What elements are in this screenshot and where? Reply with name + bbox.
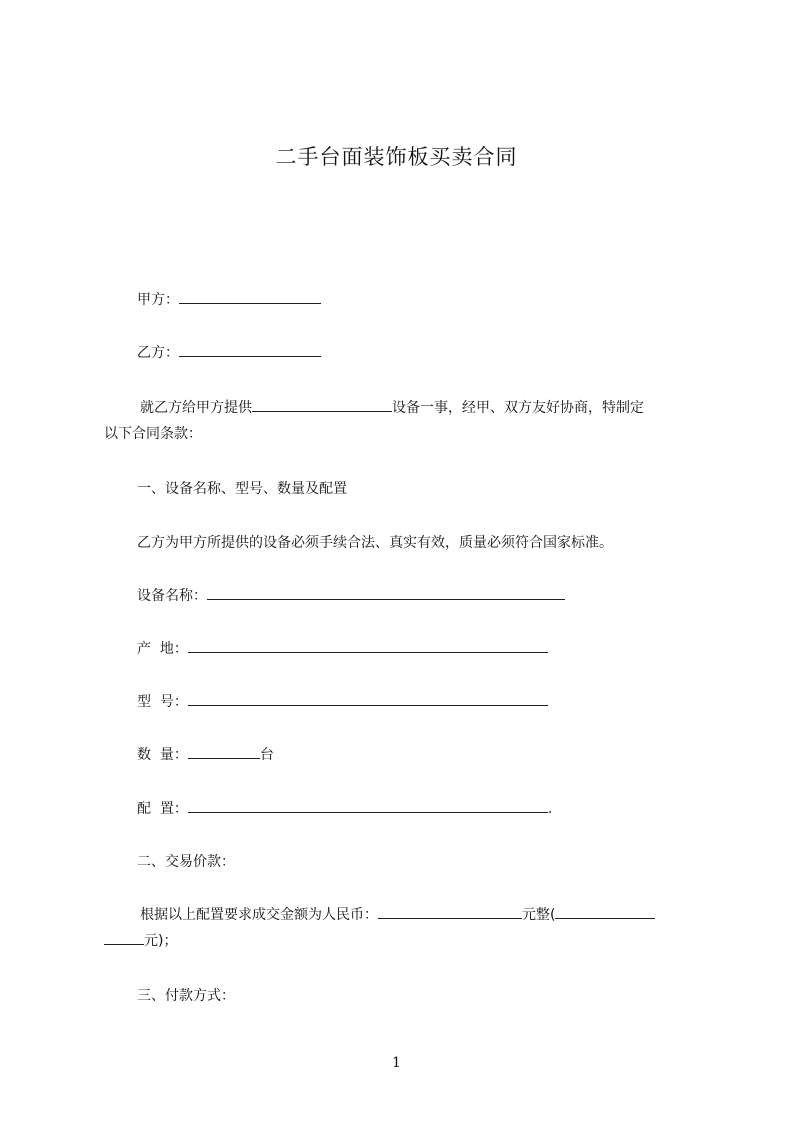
model-label: 型 号： (137, 694, 188, 710)
price-amount-blank (378, 904, 522, 919)
quantity-unit: 台 (259, 747, 274, 763)
party-a-line (137, 289, 321, 311)
section-1-statement: 乙方为甲方所提供的设备必须手续合法、真实有效，质量必须符合国家标准。 (137, 535, 613, 551)
equipment-blank (252, 397, 392, 412)
price-figure-blank-cont (104, 930, 144, 945)
party-b-line (137, 342, 321, 364)
section-3-heading: 三、付款方式： (137, 988, 235, 1004)
price-figure-blank (555, 904, 655, 919)
quantity-label: 数 量： (137, 747, 188, 763)
quantity-line (137, 744, 274, 766)
config-end: . (547, 801, 553, 817)
party-a-blank (179, 289, 321, 304)
model-blank (188, 691, 548, 706)
config-line (137, 798, 552, 820)
price-line-1 (140, 904, 655, 926)
model-line (137, 691, 548, 713)
origin-blank (188, 638, 548, 653)
origin-line (137, 638, 548, 660)
party-b-label: 乙方： (137, 345, 179, 361)
equipment-name-label: 设备名称： (137, 588, 207, 604)
intro-line-2: 以下合同条款： (104, 426, 202, 442)
party-b-blank (179, 342, 321, 357)
quantity-blank (188, 744, 260, 759)
origin-label: 产 地： (137, 641, 188, 657)
price-line-2 (104, 930, 177, 952)
equipment-name-line (137, 585, 565, 607)
intro-text-2: 设备一事，经甲、双方友好协商，特制定 (392, 400, 644, 416)
page-number: 1 (392, 1055, 401, 1071)
config-blank (188, 798, 548, 813)
intro-text-1: 就乙方给甲方提供 (140, 400, 252, 416)
section-1-heading: 一、设备名称、型号、数量及配置 (137, 481, 347, 497)
party-a-label: 甲方： (137, 292, 179, 308)
price-text-2: 元整( (522, 907, 556, 923)
price-text-1: 根据以上配置要求成交金额为人民币： (140, 907, 378, 923)
document-title: 二手台面装饰板买卖合同 (275, 145, 518, 169)
equipment-name-blank (207, 585, 565, 600)
section-2-heading: 二、交易价款： (137, 854, 235, 870)
config-label: 配 置： (137, 801, 188, 817)
intro-line-1 (140, 397, 644, 419)
price-line-2-end: 元)； (144, 933, 178, 949)
